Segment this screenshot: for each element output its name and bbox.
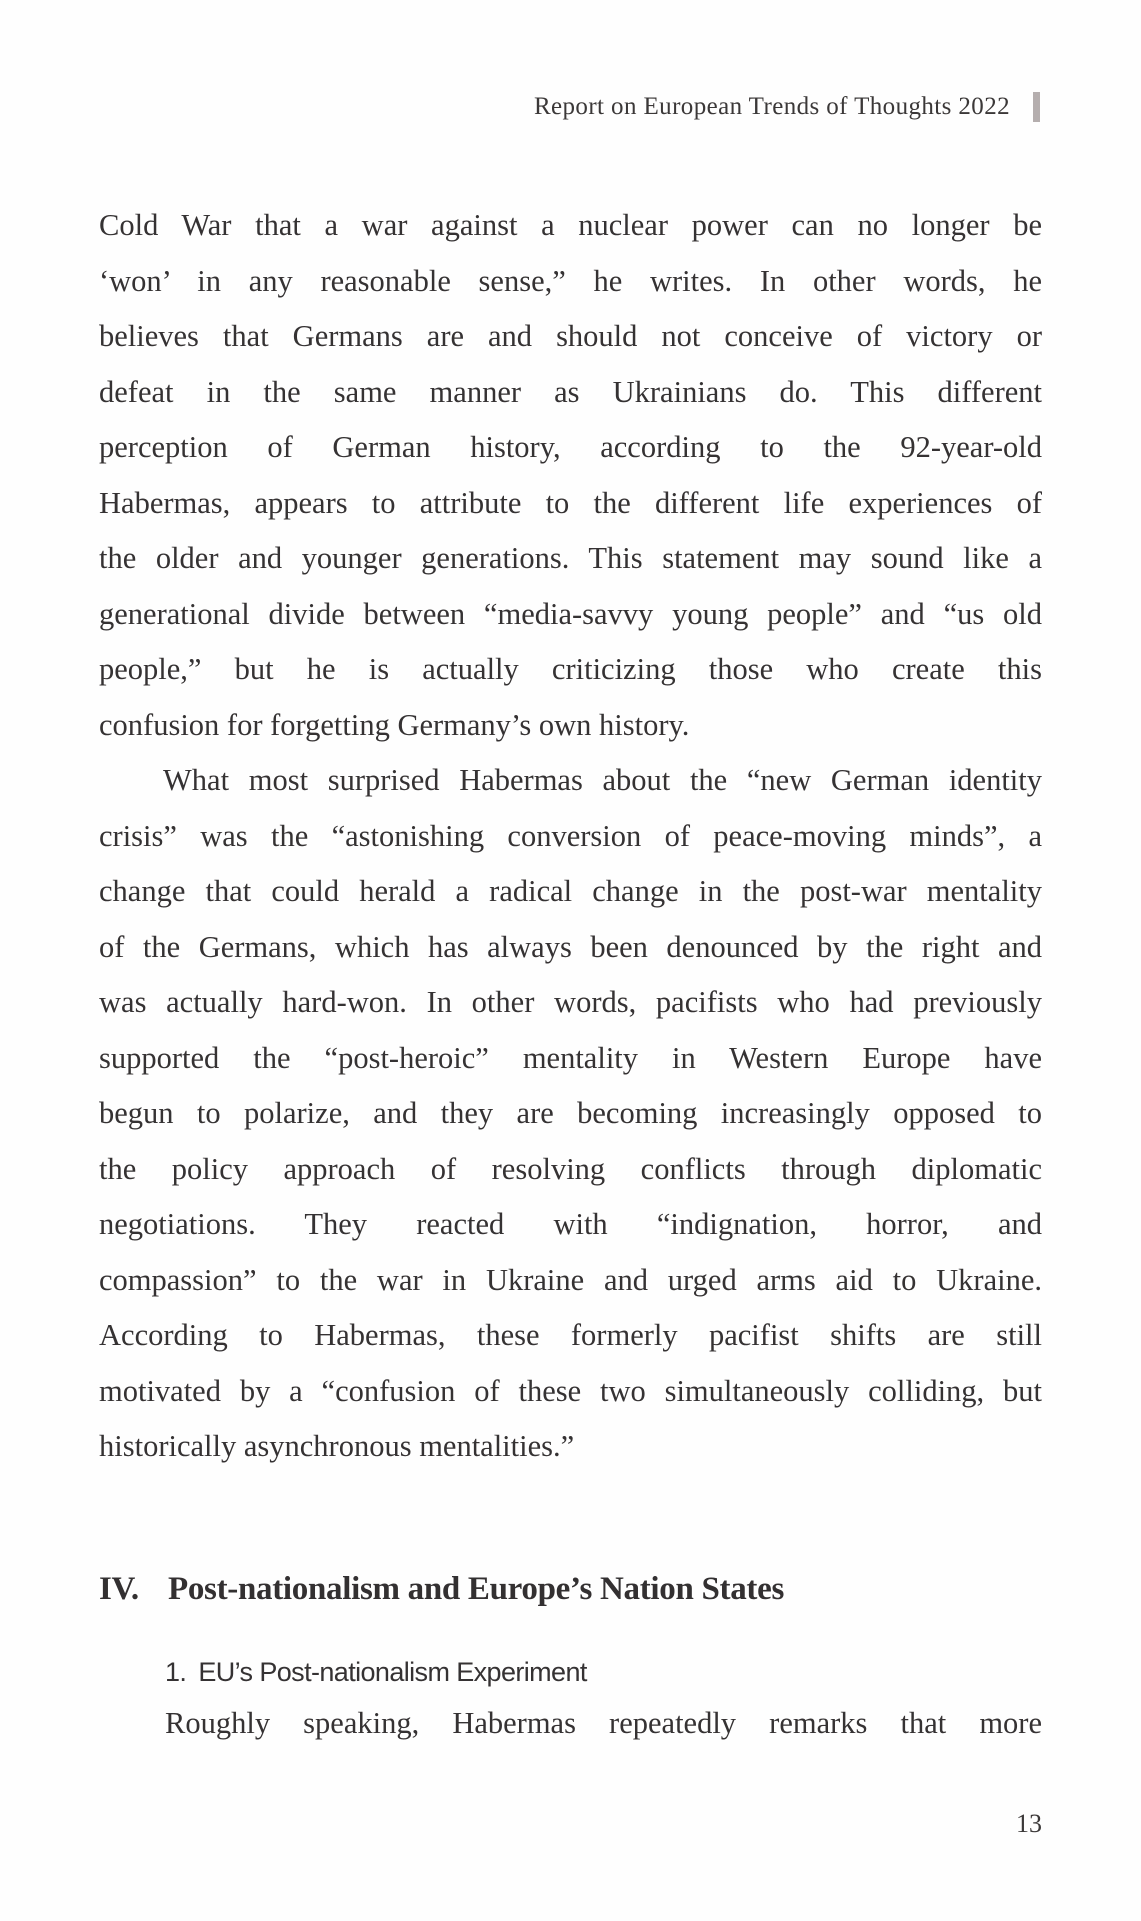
subsection-title: EU’s Post-nationalism Experiment — [198, 1657, 587, 1687]
text-line: supported the “post-heroic” mentality in Western Europe have — [99, 1040, 1042, 1075]
body-text — [99, 198, 1042, 1475]
subsection-heading — [165, 1655, 587, 1689]
text-line: Habermas, appears to attribute to the different life experiences of — [99, 485, 1042, 520]
text-line: Roughly speaking, Habermas repeatedly remarks that more — [165, 1706, 1042, 1740]
text-line: the policy approach of resolving conflicts through diplomatic — [99, 1151, 1042, 1186]
text-line: confusion for forgetting Germany’s own history. — [99, 707, 690, 742]
text-line: believes that Germans are and should not conceive of victory or — [99, 319, 1042, 353]
text-line: people,” but he is actually criticizing those who create this — [99, 652, 1042, 686]
text-line: perception of German history, according to the 92-year-old — [99, 430, 1042, 464]
text-line: crisis” was the “astonishing conversion of peace-moving minds”, a — [99, 818, 1042, 853]
text-line: was actually hard-won. In other words, pacifists who had previously — [99, 985, 1042, 1019]
section-number: IV. — [99, 1571, 139, 1607]
text-line: defeat in the same manner as Ukrainians do. This different — [99, 374, 1042, 409]
subsection-number: 1. — [165, 1657, 187, 1687]
text-line: compassion” to the war in Ukraine and urged arms aid to Ukraine. — [99, 1262, 1042, 1297]
section-title: Post-nationalism and Europe’s Nation States — [168, 1571, 785, 1607]
text-line: of the Germans, which has always been denounced by the right and — [99, 929, 1042, 964]
text-line: According to Habermas, these formerly pacifist shifts are still — [99, 1318, 1042, 1352]
section-body-text — [99, 1696, 1042, 1752]
text-line: change that could herald a radical change in the post-war mentality — [99, 874, 1042, 908]
text-line: historically asynchronous mentalities.” — [99, 1429, 575, 1463]
text-line: the older and younger generations. This statement may sound like a — [99, 541, 1042, 575]
page-number: 13 — [1016, 1809, 1042, 1838]
text-line: Cold War that a war against a nuclear power can no longer be — [99, 208, 1042, 242]
running-header: Report on European Trends of Thoughts 2022 — [533, 93, 1010, 120]
text-line: motivated by a “confusion of these two simultaneously colliding, but — [99, 1373, 1042, 1408]
text-line: begun to polarize, and they are becoming increasingly opposed to — [99, 1096, 1042, 1130]
text-line: What most surprised Habermas about the “new German identity — [163, 763, 1042, 797]
section-heading — [99, 1569, 784, 1609]
text-line: generational divide between “media-savvy young people” and “us old — [99, 596, 1042, 631]
header-accent-bar — [1033, 92, 1040, 122]
text-line: negotiations. They reacted with “indignation, horror, and — [99, 1207, 1042, 1241]
text-line: ‘won’ in any reasonable sense,” he writes. In other words, he — [99, 263, 1042, 298]
